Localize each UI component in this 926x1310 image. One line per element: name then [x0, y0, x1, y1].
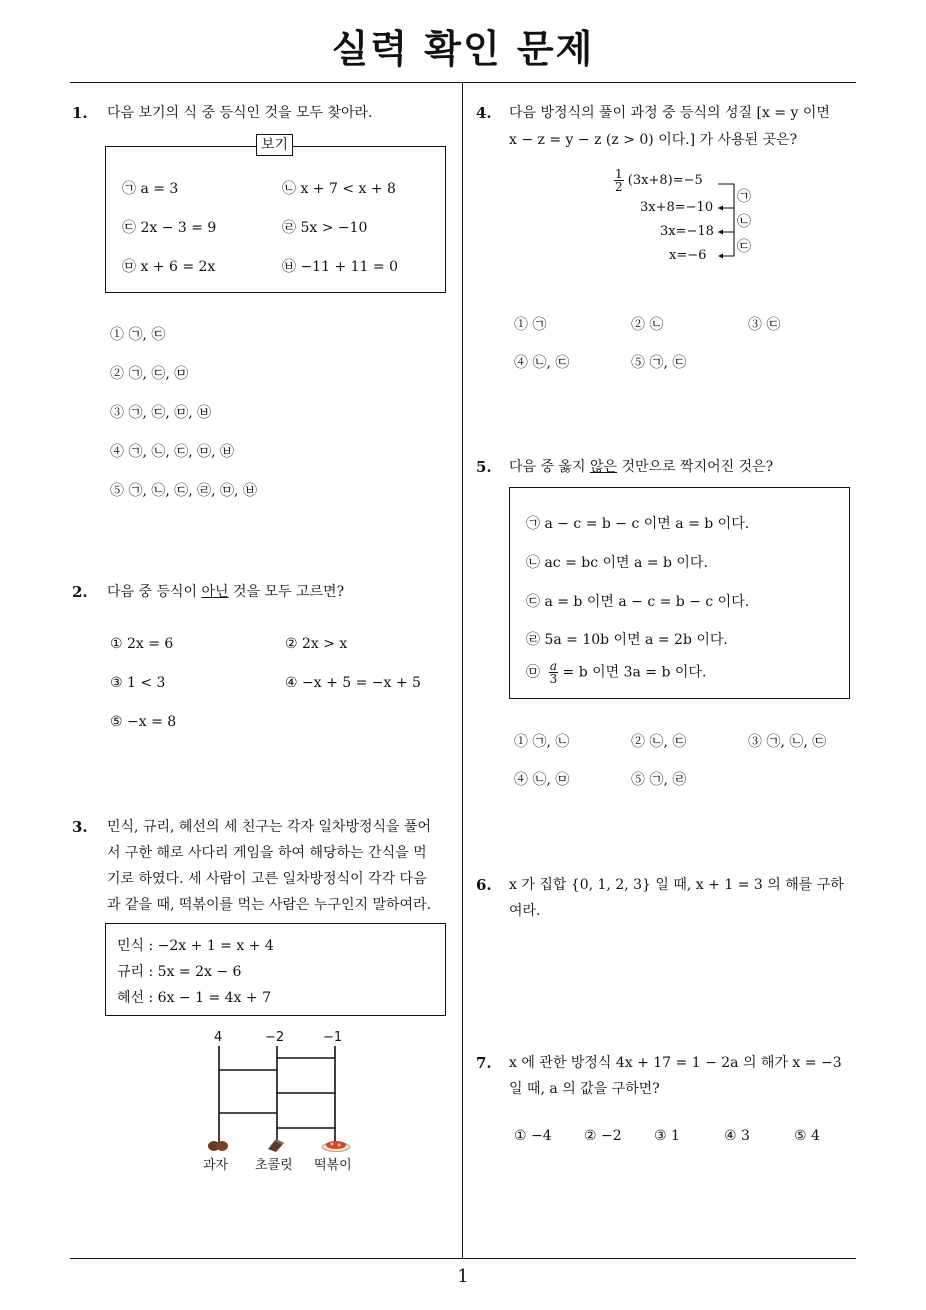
answer-choice[interactable]: ① −4 [514, 1128, 552, 1144]
question-number: 2. [72, 583, 88, 601]
statement-item: ㉡ ac = bc 이면 a = b 이다. [526, 555, 708, 571]
equation-line: 민식 : −2x + 1 = x + 4 [117, 938, 274, 954]
ladder-top-label: −1 [323, 1030, 343, 1045]
answer-choice[interactable]: ④ ㉠, ㉡, ㉢, ㉤, ㉥ [110, 444, 235, 460]
answer-choice[interactable]: ⑤ 4 [794, 1128, 820, 1144]
answer-choice[interactable]: ② ㉡, ㉢ [631, 734, 687, 750]
question-text-line: 기로 하였다. 세 사람이 고른 일차방정식이 각각 다음 [107, 871, 427, 887]
ladder-top-label: −2 [265, 1030, 285, 1045]
bottom-rule [70, 1258, 856, 1259]
ladder-top-label: 4 [214, 1030, 223, 1045]
fraction-denominator: 3 [549, 672, 558, 686]
statement-item [526, 660, 706, 685]
question-text [509, 454, 773, 481]
answer-choice[interactable]: ⑤ ㉠, ㉢ [631, 355, 687, 371]
question-text-line: 민식, 규리, 혜선의 세 친구는 각자 일차방정식을 풀어 [107, 819, 432, 835]
page-number: 1 [457, 1266, 469, 1287]
question-number: 7. [476, 1054, 492, 1072]
column-divider [462, 83, 463, 1258]
answer-choice[interactable]: ② ㉠, ㉢, ㉤ [110, 366, 189, 382]
solution-step-2: 3x+8=−10 [640, 200, 714, 215]
question-text-line: 서 구한 해로 사다리 게임을 하여 해당하는 간식을 먹 [107, 845, 427, 861]
solution-step-1 [614, 168, 703, 193]
fraction-numerator: 1 [615, 167, 623, 181]
item-marker: ㉤ [526, 664, 540, 681]
question-number: 4. [476, 104, 492, 122]
statement-item: ㉠ a − c = b − c 이면 a = b 이다. [526, 516, 750, 532]
solution-step-3: 3x=−18 [660, 224, 714, 239]
underlined-word: 아닌 [201, 584, 229, 600]
answer-choice[interactable]: ① ㉠ [514, 317, 547, 333]
step-text: (3x+8)=−5 [627, 173, 703, 188]
chocolate-icon [266, 1137, 286, 1153]
question-text [107, 579, 344, 606]
equation-line: 혜선 : 6x − 1 = 4x + 7 [117, 990, 271, 1006]
text-part: 것을 모두 고르면? [228, 584, 345, 600]
top-rule [70, 82, 856, 83]
question-text-line: 다음 방정식의 풀이 과정 중 등식의 성질 [x = y 이면 [509, 105, 830, 121]
question-number: 5. [476, 458, 492, 476]
answer-choice[interactable]: ⑤ ㉠, ㉣ [631, 772, 687, 788]
ladder-bottom-label: 초콜릿 [255, 1158, 293, 1173]
fraction-denominator: 2 [615, 180, 623, 194]
text-part: 것만으로 짝지어진 것은? [617, 459, 774, 475]
example-item: ㉥ −11 + 11 = 0 [282, 259, 398, 275]
question-text-line: 여라. [509, 903, 541, 919]
answer-choice[interactable]: ① ㉠, ㉡ [514, 734, 570, 750]
answer-choice[interactable]: ③ ㉠, ㉢, ㉤, ㉥ [110, 405, 212, 421]
tteokbokki-icon [320, 1138, 352, 1152]
page-title: 실력 확인 문제 [331, 27, 595, 71]
statement-item: ㉢ a = b 이면 a − c = b − c 이다. [526, 594, 750, 610]
question-text-line: x 가 집합 {0, 1, 2, 3} 일 때, x + 1 = 3 의 해를 구하 [509, 877, 844, 893]
answer-choice[interactable]: ④ −x + 5 = −x + 5 [285, 675, 421, 691]
answer-choice[interactable]: ③ ㉢ [748, 317, 781, 333]
solution-step-4: x=−6 [669, 248, 707, 263]
example-item: ㉣ 5x > −10 [282, 220, 368, 236]
question-text-line: 일 때, a 의 값을 구하면? [509, 1081, 660, 1097]
text-part: 다음 중 옳지 [509, 459, 590, 475]
fraction [614, 168, 624, 193]
answer-choice[interactable]: ④ ㉡, ㉤ [514, 772, 570, 788]
question-number: 3. [72, 818, 88, 836]
underlined-word: 않은 [589, 459, 618, 475]
question-text-line: x 에 관한 방정식 4x + 17 = 1 − 2a 의 해가 x = −3 [509, 1055, 842, 1071]
example-item: ㉢ 2x − 3 = 9 [122, 220, 217, 236]
step-marker: ㉢ [737, 239, 751, 255]
cookie-icon [207, 1138, 229, 1152]
ladder-diagram [205, 1046, 355, 1146]
equation-line: 규리 : 5x = 2x − 6 [117, 964, 242, 980]
example-item: ㉡ x + 7 < x + 8 [282, 181, 396, 197]
step-marker: ㉡ [737, 214, 751, 230]
question-text-line: 과 같을 때, 떡볶이를 먹는 사람은 누구인지 말하여라. [107, 897, 432, 913]
fraction [549, 660, 558, 685]
text-part: 다음 중 등식이 [107, 584, 202, 600]
answer-choice[interactable]: ① ㉠, ㉢ [110, 327, 166, 343]
question-number: 1. [72, 104, 88, 122]
answer-choice[interactable]: ⑤ ㉠, ㉡, ㉢, ㉣, ㉤, ㉥ [110, 483, 257, 499]
answer-choice[interactable]: ③ ㉠, ㉡, ㉢ [748, 734, 827, 750]
answer-choice[interactable]: ② ㉡ [631, 317, 664, 333]
step-marker: ㉠ [737, 189, 751, 205]
answer-choice[interactable]: ④ ㉡, ㉢ [514, 355, 570, 371]
answer-choice[interactable]: ① 2x = 6 [110, 636, 174, 652]
question-text: 다음 보기의 식 중 등식인 것을 모두 찾아라. [107, 105, 373, 121]
answer-choice[interactable]: ② 2x > x [285, 636, 348, 652]
answer-choice[interactable]: ④ 3 [724, 1128, 750, 1144]
example-item: ㉠ a = 3 [122, 181, 179, 197]
ladder-bottom-label: 떡볶이 [314, 1158, 352, 1173]
answer-choice[interactable]: ② −2 [584, 1128, 622, 1144]
example-box-label: 보기 [256, 134, 293, 156]
ladder-bottom-label: 과자 [203, 1158, 229, 1173]
question-text-line: x − z = y − z (z > 0) 이다.] 가 사용된 곳은? [509, 132, 798, 148]
item-text: = b 이면 3a = b 이다. [562, 664, 707, 681]
example-item: ㉤ x + 6 = 2x [122, 259, 216, 275]
question-number: 6. [476, 876, 492, 894]
answer-choice[interactable]: ⑤ −x = 8 [110, 714, 177, 730]
statement-item: ㉣ 5a = 10b 이면 a = 2b 이다. [526, 632, 728, 648]
answer-choice[interactable]: ③ 1 [654, 1128, 680, 1144]
fraction-numerator: a [549, 659, 558, 673]
answer-choice[interactable]: ③ 1 < 3 [110, 675, 166, 691]
